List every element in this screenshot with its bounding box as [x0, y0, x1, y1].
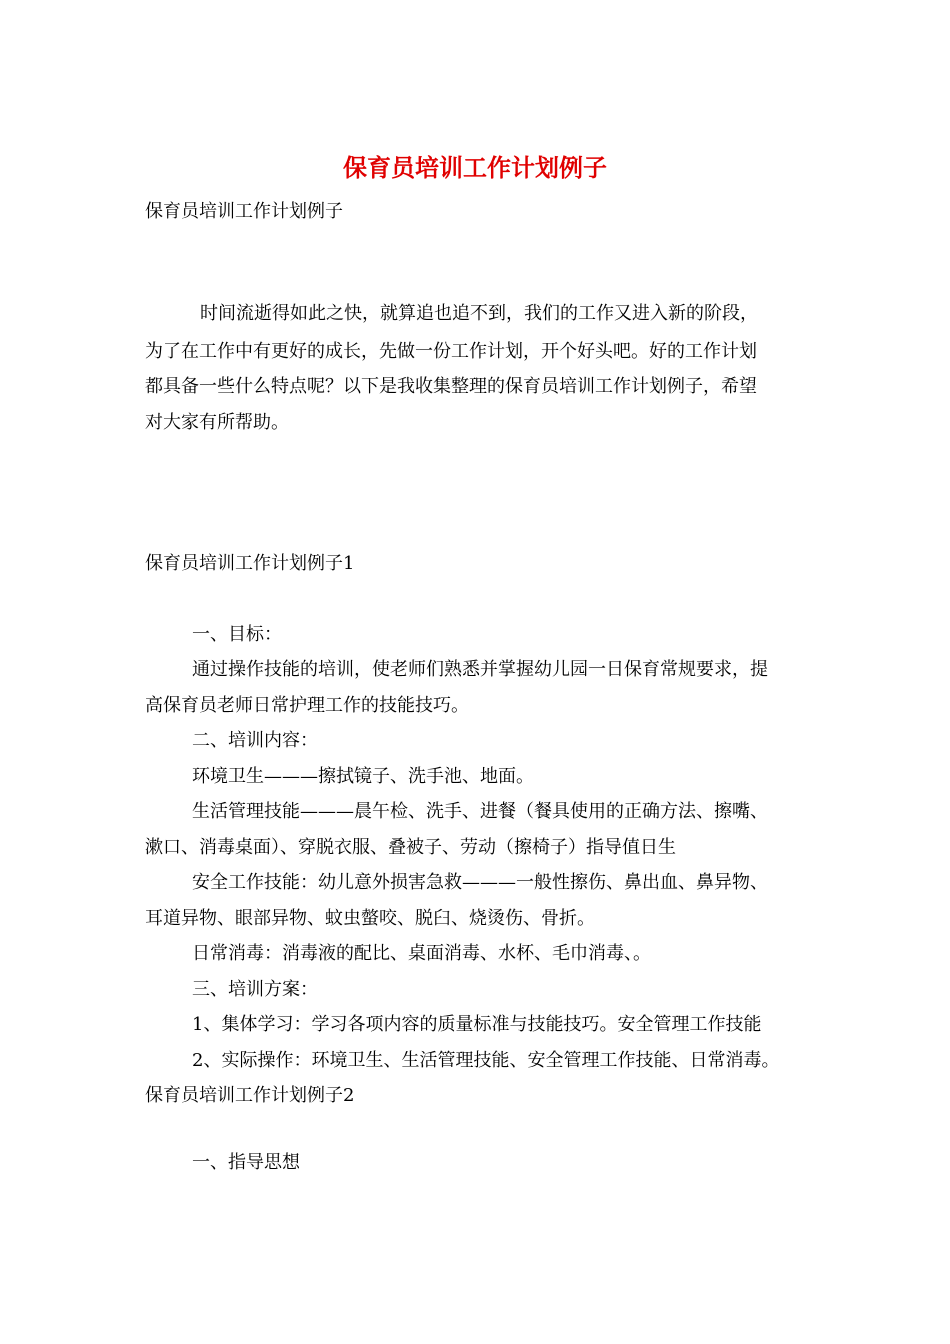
paragraph-line: 二、培训内容： — [192, 730, 318, 751]
paragraph-line: 2、实际操作：环境卫生、生活管理技能、安全管理工作技能、日常消毒。 — [192, 1050, 780, 1071]
paragraph-line: 通过操作技能的培训，使老师们熟悉并掌握幼儿园一日保育常规要求，提 — [192, 659, 768, 680]
paragraph-line: 一、目标： — [192, 624, 282, 645]
section-heading-example-1: 保育员培训工作计划例子1 — [145, 553, 355, 574]
document-subtitle: 保育员培训工作计划例子 — [145, 201, 343, 222]
paragraph-line: 漱口、消毒桌面）、穿脱衣服、叠被子、劳动（擦椅子）指导值日生 — [145, 837, 676, 858]
paragraph-line: 高保育员老师日常护理工作的技能技巧。 — [145, 695, 469, 716]
intro-line: 都具备一些什么特点呢？以下是我收集整理的保育员培训工作计划例子，希望 — [145, 376, 757, 397]
intro-line: 时间流逝得如此之快，就算追也追不到，我们的工作又进入新的阶段， — [200, 303, 758, 324]
paragraph-line: 耳道异物、眼部异物、蚊虫螫咬、脱臼、烧烫伤、骨折。 — [145, 908, 595, 929]
intro-line: 为了在工作中有更好的成长，先做一份工作计划，开个好头吧。好的工作计划 — [145, 341, 757, 362]
paragraph-line: 日常消毒：消毒液的配比、桌面消毒、水杯、毛巾消毒、。 — [192, 943, 651, 964]
paragraph-line: 环境卫生———擦拭镜子、洗手池、地面。 — [192, 766, 534, 787]
paragraph-line: 三、培训方案： — [192, 979, 318, 1000]
intro-line: 对大家有所帮助。 — [145, 412, 289, 433]
paragraph-line: 生活管理技能———晨午检、洗手、进餐（餐具使用的正确方法、擦嘴、 — [192, 801, 768, 822]
paragraph-line: 1、集体学习：学习各项内容的质量标准与技能技巧。安全管理工作技能 — [192, 1014, 762, 1035]
paragraph-line: 安全工作技能：幼儿意外损害急救———一般性擦伤、鼻出血、鼻异物、 — [192, 872, 768, 893]
section-heading-example-2: 保育员培训工作计划例子2 — [145, 1085, 355, 1106]
paragraph-line: 一、指导思想 — [192, 1152, 300, 1173]
document-title: 保育员培训工作计划例子 — [343, 153, 607, 182]
